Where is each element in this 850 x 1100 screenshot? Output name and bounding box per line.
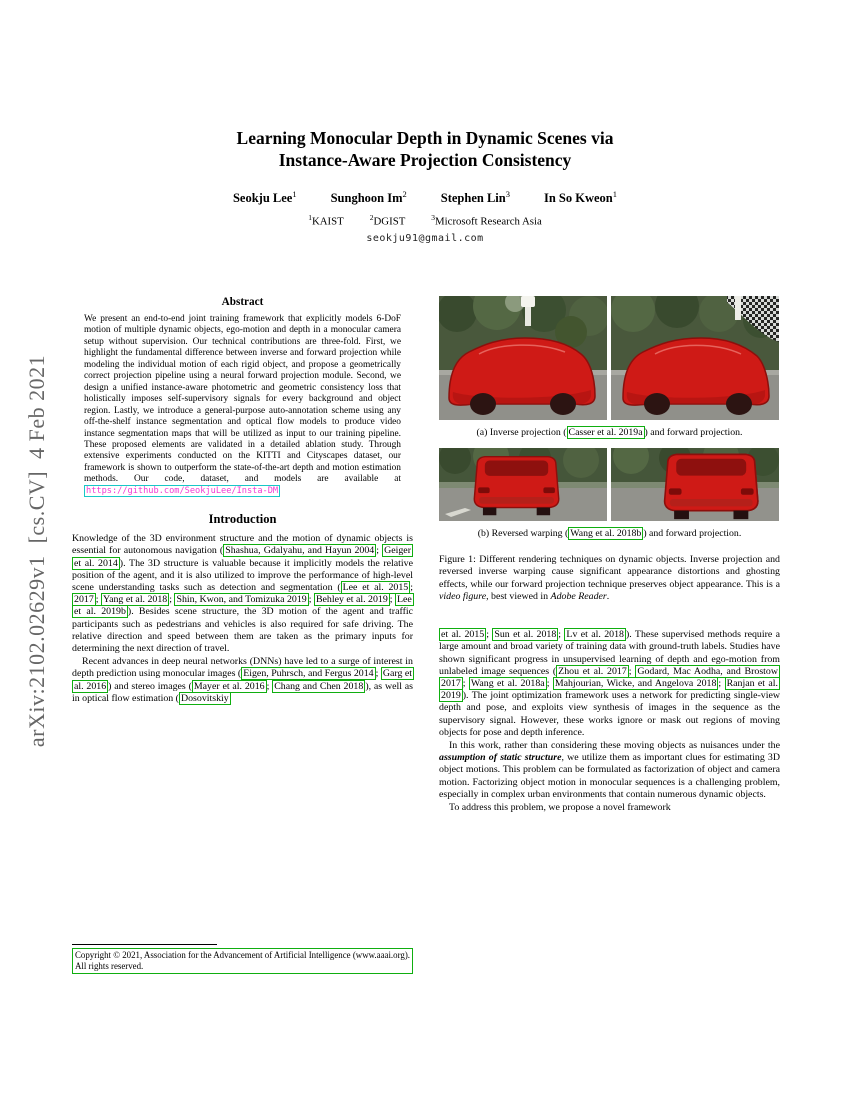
text-segment: ; (558, 629, 565, 641)
text-segment: ; (628, 665, 636, 677)
text-segment: . (606, 590, 610, 602)
text-segment: ). Besides scene structure, the 3D motion of the agent and traffic participants such as pedestrians and vehicles is also required for safe driving. The relative direction and speed between them are taken as the primary inputs for determining the next direction of travel. (72, 606, 413, 655)
red-masked-car (665, 454, 758, 519)
citation-link[interactable]: Dosovitskiy (180, 692, 229, 704)
text-segment: ; (266, 680, 273, 692)
affiliations-line (0, 213, 850, 228)
author: In So Kweon$^1$ (543, 189, 618, 206)
text-segment: ; (375, 668, 381, 680)
text-segment: Knowledge of the 3D environment structure and the motion of dynamic objects is essential for autonomous navigation ( (72, 533, 413, 557)
text-segment: ; (95, 594, 101, 606)
footnote-rule (72, 944, 217, 945)
text-segment: ; (308, 594, 314, 606)
contact-email: seokju91@gmail.com (366, 232, 484, 244)
text-segment: ). The joint optimization framework uses a network for predicting single-view depth and pose, and exploits view synthesis of images in the sequence as the supervisory signal. However, these works ignore or mask out regions of moving objects for pose and depth inference. (439, 690, 780, 738)
citation-link[interactable]: Wang et al. 2018a (470, 678, 545, 689)
right-paragraph-2 (439, 740, 780, 801)
text-segment: We present an end-to-end joint training framework that explicitly models 6-DoF motion of multiple dynamic objects, ego-motion and depth in a monocular camera setup without supervision. Our technical contributions are three-fold. First, we highlight the fundamental difference between inverse and forward projection while modeling the individual motion of each rigid object, and propose a geometrically correct projection pipeline using a neural forward projection module. Second, we design a unified instance-aware photometric and geometric consistency loss that holistically imposes self-supervisory signals for every background and object region. Lastly, we introduce a general-purpose auto-annotation scheme using any off-the-shelf instance segmentation and optical flow models to produce video instance segmentation maps that will be utilized as input to our training pipeline. These proposed elements are validated in a detailed ablation study. Through extensive experiments conducted on the KITTI and Cityscapes dataset, our framework is shown to outperform the state-of-the-art depth and motion estimation methods. Our code, dataset, and models are available at (84, 314, 401, 485)
figure-image-reversed-warping-left (439, 448, 607, 521)
text-segment: ), as well as in optical flow estimation ( (72, 680, 414, 704)
left-column (72, 296, 413, 814)
text-segment: Adobe Reader (550, 590, 607, 602)
citation-link[interactable]: Yang et al. 2018 (102, 594, 168, 606)
citation-link[interactable]: 2017 (74, 594, 94, 606)
subcaption-b (439, 527, 780, 540)
citation-link[interactable]: Sun et al. 2018 (494, 629, 557, 641)
text-segment: ; (486, 629, 493, 641)
github-repo-link[interactable]: https://github.com/SeokjuLee/Insta-DM (86, 485, 279, 496)
citation-link[interactable]: Mahjourian, Wicke, and Angelova 2018 (554, 678, 717, 689)
affiliation: $^3$Microsoft Research Asia (431, 213, 542, 228)
figure-1 (439, 296, 780, 603)
text-segment: ). The 3D structure is valuable because it implicitly models the relative position of the agent, and it is also utilized to improve the performance of high-level scene understanding tasks such as detection and segmentation ( (72, 557, 413, 594)
red-masked-car (474, 457, 558, 516)
text-segment: ) and stereo images ( (108, 680, 192, 692)
text-segment: ; (410, 582, 413, 594)
authors-row (0, 189, 850, 206)
author-affiliation-sup: 1 (612, 189, 618, 199)
figure-image-forward-projection-right (611, 296, 779, 420)
paper-title (0, 128, 850, 171)
abstract-heading: Abstract (221, 296, 264, 308)
right-paragraph-1 (439, 629, 780, 739)
citation-link[interactable]: Eigen, Puhrsch, and Fergus 2014 (243, 668, 374, 680)
citation-link[interactable]: Lv et al. 2018 (566, 629, 624, 641)
text-segment: assumption of static structure (439, 752, 562, 764)
author-affiliation-sup: 1 (292, 189, 297, 199)
subcaption-a (439, 426, 780, 439)
affiliation: $^1$KAIST (308, 213, 344, 228)
copyright-footnote (72, 944, 413, 974)
text-segment: , we utilize them as important clues for estimating 3D object motions. This problem can be formulated as factorization of object and camera motion. Factorizing object motion in monocular sequences is a challenging problem, especially in complex urban environments that contain numerous dynamic objects. (439, 752, 780, 800)
author: Seokju Lee$^1$ (232, 189, 297, 206)
citation-link[interactable]: Behley et al. 2019 (315, 594, 388, 606)
text-segment: ; (376, 545, 383, 557)
citation-link[interactable]: Wang et al. 2018b (570, 528, 642, 539)
author: Stephen Lin$^3$ (440, 189, 510, 206)
header (0, 128, 850, 244)
section-heading-introduction: Introduction (208, 512, 277, 527)
figure-image-inverse-projection-left (439, 296, 607, 420)
text-segment: To address this problem, we propose a novel framework (449, 802, 671, 814)
abstract-text (84, 314, 401, 497)
right-paragraph-3 (439, 802, 780, 814)
citation-link[interactable]: Lee et al. 2019b (74, 594, 412, 618)
figure-image-forward-projection-b-right (611, 448, 779, 521)
paper-title-line1: Learning Monocular Depth in Dynamic Scenes via (236, 128, 614, 148)
text-segment: ) and forward projection. (643, 528, 742, 539)
two-column-body (72, 296, 780, 814)
text-segment: (a) Inverse projection ( (476, 427, 567, 438)
citation-link[interactable]: Mayer et al. 2016 (193, 680, 265, 692)
text-segment: ). These supervised methods require a large amount and broad variety of training data with ground-truth labels. Studies have shown significant progress in unsupervised learning of depth and ego-motion from unlabeled image sequences ( (439, 629, 781, 677)
affiliation: $^2$DGIST (369, 213, 406, 228)
text-segment: ; (718, 678, 725, 689)
text-segment: Figure 1: Different rendering techniques on dynamic objects. Inverse projection and reversed inverse warping cause significant appearance distortions and ghosting effects, while our forward projection technique preserves object appearance. This is a (439, 554, 780, 590)
citation-link[interactable]: Shin, Kwon, and Tomizuka 2019 (176, 594, 307, 606)
text-segment: In this work, rather than considering these moving objects as nuisances under the (449, 740, 780, 752)
text-segment: ; (546, 678, 553, 689)
citation-link[interactable]: Lee et al. 2015 (342, 582, 409, 594)
text-segment: , best viewed in (486, 590, 551, 602)
right-column-text (439, 629, 780, 814)
author-affiliation-sup: 3 (505, 189, 510, 199)
text-segment: video figure (439, 590, 487, 602)
citation-link[interactable]: Godard, Mac Aodha, and Brostow 2017 (441, 665, 778, 689)
citation-link[interactable]: Garg et al. 2016 (74, 668, 412, 692)
citation-link[interactable]: Ranjan et al. 2019 (441, 678, 779, 702)
figure-row-b (439, 448, 780, 521)
figure-1-caption (439, 554, 780, 603)
citation-link[interactable]: Geiger et al. 2014 (74, 545, 411, 569)
author-affiliation-sup: 2 (402, 189, 407, 199)
text-segment: ; (389, 594, 396, 606)
text-segment: Recent advances in deep neural networks (DNNs) have led to a surge of interest in depth prediction using monocular images ( (72, 656, 413, 680)
citation-link[interactable]: et al. 2015 (441, 629, 485, 641)
text-segment: ; (169, 594, 175, 606)
citation-link[interactable]: Chang and Chen 2018 (274, 680, 364, 692)
copyright-text: Copyright © 2021, Association for the Advancement of Artificial Intelligence (www.aaai.org). All rights reserved. (72, 948, 413, 974)
right-column (439, 296, 780, 814)
arxiv-watermark: arXiv:2102.02629v1 [cs.CV] 4 Feb 2021 (24, 354, 49, 748)
text-segment: (b) Reversed warping ( (477, 528, 569, 539)
citation-link[interactable]: Zhou et al. 2017 (558, 665, 627, 677)
intro-paragraph-1 (72, 533, 413, 655)
intro-paragraph-2 (72, 656, 413, 705)
text-segment: ) and forward projection. (644, 427, 743, 438)
author: Sunghoon Im$^2$ (330, 189, 407, 206)
citation-link[interactable]: Shashua, Gdalyahu, and Hayun 2004 (225, 545, 375, 557)
figure-row-a (439, 296, 780, 420)
citation-link[interactable]: Casser et al. 2019a (568, 427, 643, 438)
paper-title-line2: Instance-Aware Projection Consistency (278, 149, 572, 170)
text-segment: ; (462, 678, 469, 689)
